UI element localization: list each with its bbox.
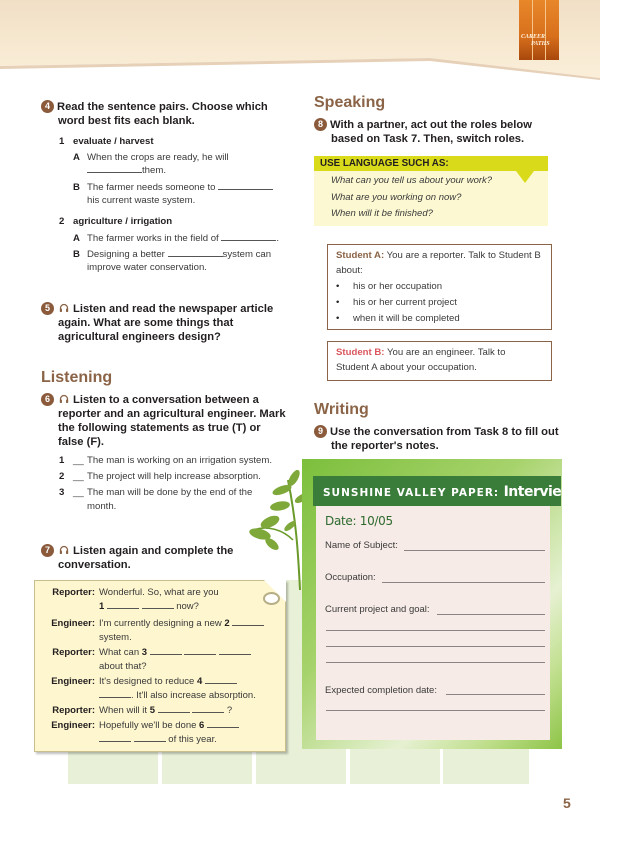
role-text: You are a reporter. Talk to Student B: [386, 250, 541, 261]
task7-title-line2: conversation.: [58, 559, 131, 571]
input-line-name[interactable]: [404, 550, 545, 551]
task8-title-line2: based on Task 7. Then, switch roles.: [331, 133, 525, 145]
task9-title-line2: the reporter's notes.: [331, 440, 439, 452]
notes-header-publication: SUNSHINE VALLEY PAPER:: [323, 487, 500, 499]
line-part: ?: [226, 705, 233, 716]
line-part: Hopefully we'll be done: [99, 720, 197, 731]
answer-blank[interactable]: [168, 248, 223, 257]
line-text: [99, 646, 269, 674]
task-number-badge: 5: [41, 302, 54, 315]
tf-blank[interactable]: __: [73, 487, 84, 498]
answer-blank[interactable]: [207, 719, 239, 728]
option-label: B: [73, 249, 80, 260]
task9-title-line1: Use the conversation from Task 8 to fill out: [330, 426, 559, 438]
speaker-label: Engineer:: [51, 618, 95, 629]
line-part: about that?: [99, 661, 147, 672]
conversation-card: [34, 580, 286, 752]
task5-title: [41, 302, 273, 344]
task-number-badge: 6: [41, 393, 54, 406]
task5-title-line2: again. What are some things that: [58, 317, 234, 329]
bullet-item: • his or her current project: [336, 295, 543, 310]
answer-blank[interactable]: [99, 689, 131, 698]
page-number: 5: [563, 795, 571, 811]
answer-blank[interactable]: [205, 675, 237, 684]
answer-blank[interactable]: [219, 646, 251, 655]
answer-blank[interactable]: [232, 617, 264, 626]
student-b-label: Student B:: [336, 347, 385, 358]
answer-blank[interactable]: [142, 600, 174, 609]
statement-text: The man will be done by the end of the: [87, 487, 253, 498]
task9-title: [314, 425, 559, 453]
task4-title: [41, 100, 268, 128]
tf-blank[interactable]: __: [73, 455, 84, 466]
task6-title-line3: the following statements as true (T) or: [58, 422, 261, 434]
task-number-badge: 8: [314, 118, 327, 131]
word-pair: agriculture / irrigation: [73, 216, 173, 227]
input-line-completion[interactable]: [446, 694, 545, 695]
speaker-label: Reporter:: [52, 647, 95, 658]
task7-title: [41, 544, 233, 572]
field-label-occupation: Occupation:: [325, 572, 376, 583]
phrase: What are you working on now?: [331, 192, 462, 203]
sentence-1a: [87, 151, 287, 177]
line-part: Wonderful. So, what are you: [99, 587, 219, 598]
phrase: What can you tell us about your work?: [331, 175, 493, 186]
input-line-project-4[interactable]: [326, 662, 545, 663]
statement-text: The man is working on an irrigation system.: [87, 455, 273, 466]
logo-text-career: CAREER: [521, 34, 546, 40]
statement-number: 2: [59, 471, 65, 482]
answer-blank[interactable]: [107, 600, 139, 609]
task6-title-line4: false (F).: [58, 436, 105, 448]
line-part: of this year.: [168, 734, 217, 745]
blank-number: 1: [99, 601, 105, 612]
line-part: I'm currently designing a new: [99, 618, 222, 629]
student-a-label: Student A:: [336, 250, 385, 261]
line-part: . It'll also increase absorption.: [131, 690, 256, 701]
line-text: [99, 675, 269, 703]
useful-language-box: [314, 156, 548, 226]
line-text: [99, 617, 269, 645]
word-pair: evaluate / harvest: [73, 136, 154, 147]
line-part: What can: [99, 647, 140, 658]
sentence-2a: [87, 232, 292, 245]
answer-blank[interactable]: [221, 232, 276, 241]
task-number-badge: 9: [314, 425, 327, 438]
sentence-text: The farmer works in the field of: [87, 233, 219, 244]
answer-blank[interactable]: [218, 181, 273, 190]
option-label: B: [73, 182, 80, 193]
blank-number: 2: [224, 618, 230, 629]
task4-title-line2: word best fits each blank.: [58, 115, 195, 127]
sentence-text: The farmer needs someone to: [87, 182, 216, 193]
speaker-label: Reporter:: [52, 587, 95, 598]
task8-title: [314, 118, 532, 146]
speaker-label: Reporter:: [52, 705, 95, 716]
input-line-project-3[interactable]: [326, 646, 545, 647]
answer-blank[interactable]: [184, 646, 216, 655]
notes-header: [313, 476, 621, 506]
task5-title-line3: agricultural engineers design?: [58, 331, 221, 343]
statement-text: The project will help increase absorption.: [87, 471, 261, 482]
task6-title: [41, 393, 286, 449]
item-number: 2: [59, 216, 65, 227]
sentence-text: his current waste system.: [87, 195, 196, 206]
answer-blank[interactable]: [99, 733, 131, 742]
callout-pointer-icon: [516, 171, 534, 183]
logo-text-paths: PATHS: [531, 41, 550, 47]
answer-blank[interactable]: [150, 646, 182, 655]
sentence-text: When the crops are ready, he will: [87, 152, 229, 163]
role-text: Student A about your occupation.: [336, 362, 477, 373]
role-text: about:: [336, 265, 363, 276]
notes-header-title: Interview Notes: [503, 484, 621, 500]
option-label: A: [73, 152, 80, 163]
task-number-badge: 4: [41, 100, 54, 113]
option-label: A: [73, 233, 80, 244]
career-paths-logo: [519, 0, 559, 60]
student-a-card: [327, 244, 552, 330]
input-line-completion-2[interactable]: [326, 710, 545, 711]
listening-heading: Listening: [41, 369, 113, 386]
task6-title-line1: Listen to a conversation between a: [73, 394, 259, 406]
answer-blank[interactable]: [158, 704, 190, 713]
line-text: [99, 719, 269, 747]
sentence-2b: [87, 248, 292, 274]
headphones-icon: [59, 545, 69, 555]
input-line-project[interactable]: [437, 614, 545, 615]
task5-title-line1: Listen and read the newspaper article: [73, 303, 274, 315]
task4-title-line1: Read the sentence pairs. Choose which: [57, 101, 268, 113]
tf-blank[interactable]: __: [73, 471, 84, 482]
statement-text: month.: [87, 501, 117, 512]
notes-date: Date: 10/05: [325, 514, 393, 528]
task8-title-line1: With a partner, act out the roles below: [330, 119, 532, 131]
line-text: [99, 704, 269, 718]
speaking-heading: Speaking: [314, 94, 386, 111]
bullet-item: • his or her occupation: [336, 279, 543, 294]
statement-number: 1: [59, 455, 65, 466]
task6-title-line2: reporter and an agricultural engineer. Mark: [58, 408, 286, 420]
phrase: When will it be finished?: [331, 208, 433, 219]
sentence-text: improve water conservation.: [87, 262, 207, 273]
page-header-band: [0, 0, 600, 80]
line-part: When will it: [99, 705, 148, 716]
speaker-label: Engineer:: [51, 720, 95, 731]
student-b-card: [327, 341, 552, 381]
useful-language-heading: USE LANGUAGE SUCH AS:: [314, 156, 548, 171]
sentence-text: system can: [222, 249, 272, 260]
task7-title-line1: Listen again and complete the: [73, 545, 234, 557]
headphones-icon: [59, 303, 69, 313]
input-line-occupation[interactable]: [382, 582, 545, 583]
sentence-1b: [87, 181, 287, 207]
sentence-text: Designing a better: [87, 249, 165, 260]
line-part: system.: [99, 632, 132, 643]
speaker-label: Engineer:: [51, 676, 95, 687]
bullet-item: • when it will be completed: [336, 311, 543, 326]
task-number-badge: 7: [41, 544, 54, 557]
blank-number: 4: [196, 676, 203, 687]
blank-number: 6: [199, 720, 205, 731]
headphones-icon: [59, 394, 69, 404]
blank-number: 5: [149, 705, 155, 716]
field-label-completion: Expected completion date:: [325, 685, 437, 696]
field-label-name: Name of Subject:: [325, 540, 398, 551]
input-line-project-2[interactable]: [326, 630, 545, 631]
line-part: It's designed to reduce: [99, 676, 195, 687]
plant-illustration-icon: [248, 470, 308, 590]
writing-heading: Writing: [314, 401, 369, 418]
answer-blank[interactable]: [134, 733, 166, 742]
answer-blank[interactable]: [87, 164, 142, 173]
line-part: now?: [176, 601, 199, 612]
answer-blank[interactable]: [192, 704, 224, 713]
sentence-text: .: [276, 233, 280, 244]
blank-number: 3: [141, 647, 148, 658]
field-label-project: Current project and goal:: [325, 604, 430, 615]
role-text: You are an engineer. Talk to: [387, 347, 506, 358]
line-text: [99, 586, 269, 614]
item-number: 1: [59, 136, 65, 147]
statement-number: 3: [59, 487, 65, 498]
sentence-text: them.: [142, 165, 166, 176]
